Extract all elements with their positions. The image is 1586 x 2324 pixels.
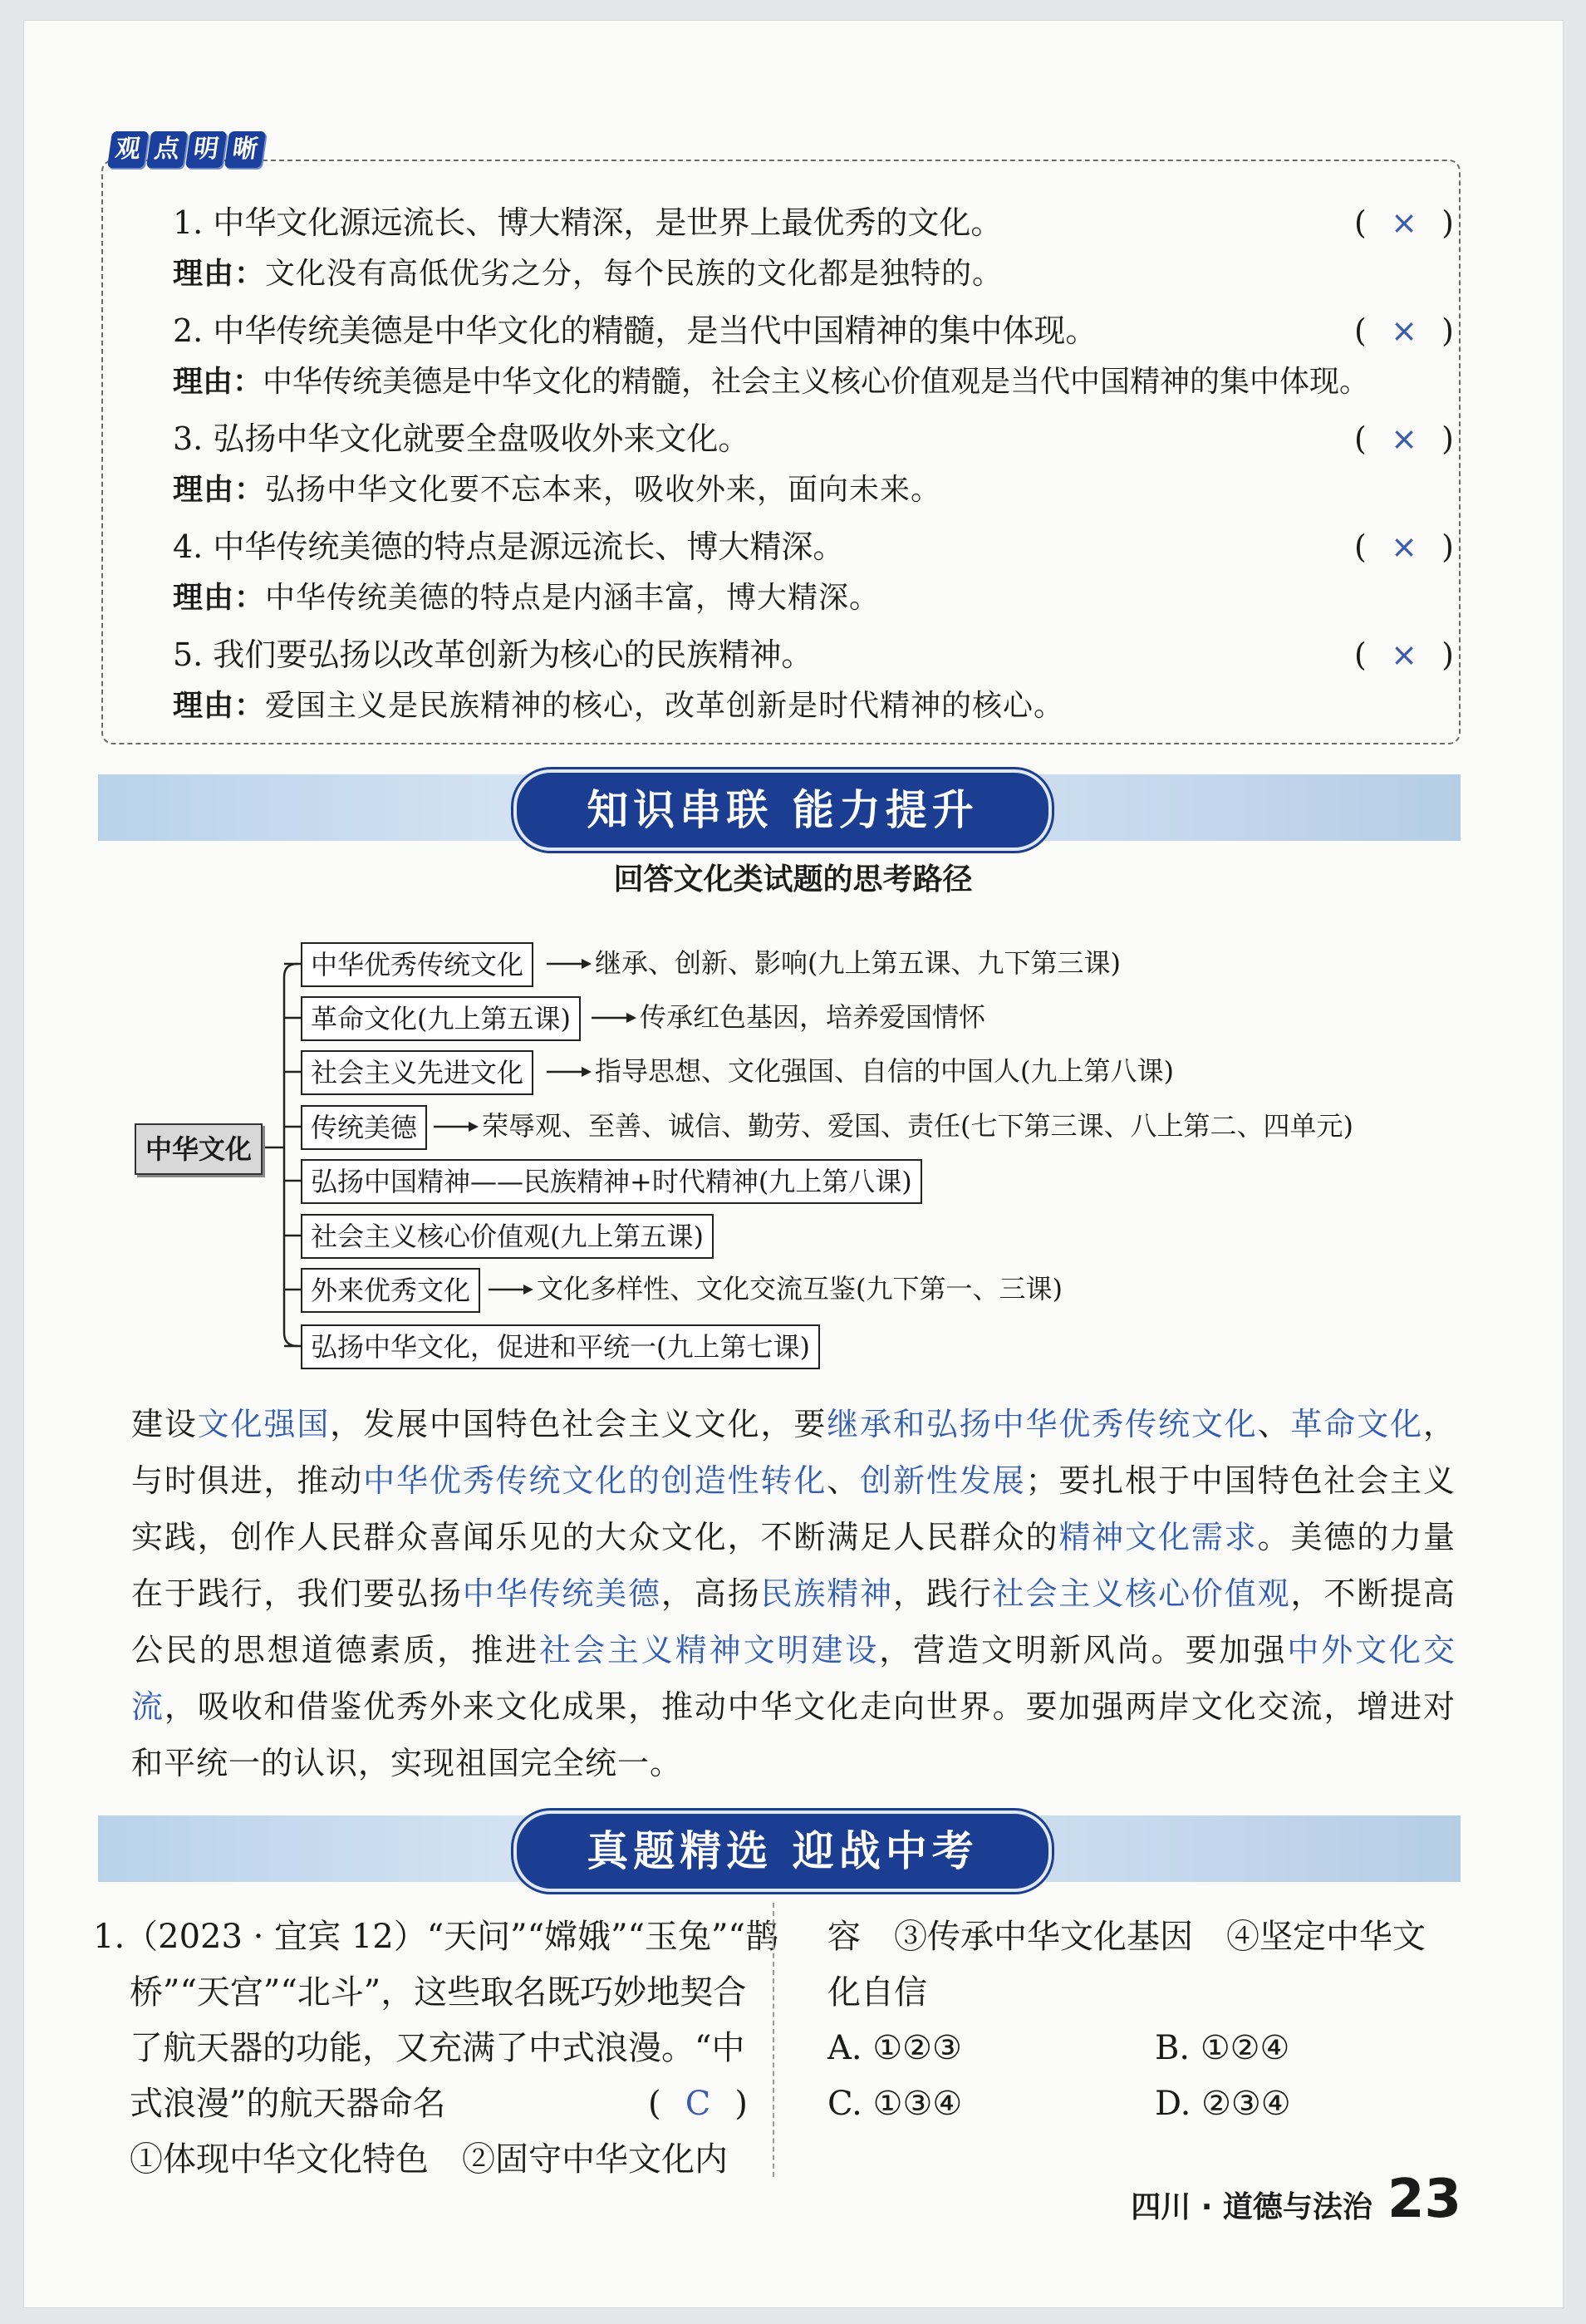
answer-box: ( × ) [1354,306,1454,356]
statement-4: 4. 中华传统美德的特点是源远流长、博大精深。 ( × ) [173,522,1454,572]
highlight: 文化强国 [197,1406,331,1442]
page-number: 23 [1387,2169,1461,2230]
diagram-node: 弘扬中国精神——民族精神+时代精神(九上第八课) [301,1159,922,1204]
diagram-title: 回答文化类试题的思考路径 [613,862,973,897]
diagram-node: 社会主义核心价值观(九上第五课) [301,1214,714,1259]
diagram-node: 中华优秀传统文化 [301,942,533,987]
statement-1: 1. 中华文化源远流长、博大精深，是世界上最优秀的文化。 ( × ) [173,198,1454,248]
question-line: 化自信 [827,1973,927,2012]
reason-2: 理由：中华传统美德是中华文化的精髓，社会主义核心价值观是当代中国精神的集中体现。 [173,365,1370,399]
question-line: ①体现中华文化特色 ②固守中华文化内 [130,2140,728,2179]
statement-3: 3. 弘扬中华文化就要全盘吸收外来文化。 ( × ) [173,414,1454,464]
option-a: A. ①②③ [827,2029,962,2067]
reason-1: 理由：文化没有高低优劣之分，每个民族的文化都是独特的。 [173,257,1004,291]
answer-box: ( × ) [1354,414,1454,464]
highlight: 社会主义精神文明建设 [539,1632,880,1668]
question-line: 1.（2023 · 宜宾 12）“天问”“嫦娥”“玉兔”“鹊 [93,1918,778,1956]
reason-4: 理由：中华传统美德的特点是内涵丰富，博大精深。 [173,581,881,615]
answer-box: ( × ) [1354,522,1454,572]
section-banner-exam [98,1815,1461,1882]
column-divider [773,1903,774,2177]
question-line: 了航天器的功能，又充满了中式浪漫。“中 [130,2029,745,2067]
reason-3: 理由：弘扬中华文化要不忘本来，吸收外来，面向未来。 [173,473,942,507]
diagram-branch-text: 文化多样性、文化交流互鉴(九下第一、三课) [537,1273,1063,1304]
statement-5: 5. 我们要弘扬以改革创新为核心的民族精神。 ( × ) [173,630,1454,680]
tag-char: 晰 [224,131,266,168]
page-footer [1131,2169,1461,2230]
cross-mark: × [1391,528,1417,565]
highlight: 社会主义核心价值观 [992,1575,1291,1612]
highlight: 中华传统美德 [462,1575,661,1612]
highlight: 中外文化交流 [131,1632,1456,1725]
answer-box: ( × ) [1354,198,1454,248]
diagram-branch-text: 荣辱观、至善、诚信、勤劳、爱国、责任(七下第三课、八上第二、四单元) [482,1110,1353,1142]
banner-title: 真题精选 迎战中考 [513,1811,1052,1892]
highlight: 中华优秀传统文化的创造性转化 [363,1462,827,1499]
footer-subject: 四川 · 道德与法治 [1131,2190,1372,2224]
highlight: 革命文化 [1290,1406,1423,1442]
answer-box: ( C ) [648,2076,748,2132]
question-line: 容 ③传承中华文化基因 ④坚定中华文 [827,1918,1426,1956]
diagram-node: 弘扬中华文化，促进和平统一(九上第七课) [301,1324,820,1369]
cross-mark: × [1391,204,1417,241]
diagram-branch-text: 继承、创新、影响(九上第五课、九下第三课) [595,947,1121,979]
diagram-root: 中华文化 [135,1123,263,1175]
banner-title: 知识串联 能力提升 [513,769,1052,851]
diagram-branch-text: 指导思想、文化强国、自信的中国人(九上第八课) [595,1055,1174,1087]
summary-paragraph: 建设文化强国，发展中国特色社会主义文化，要继承和弘扬中华优秀传统文化、革命文化，与时俱进，推动中华优秀传统文化的创造性转化、创新性发展；要扎根于中国特色社会主义实践，创作人民群众喜闻乐见的大众文化，不断满足人民群众的精神文化需求。美德的力量在于践行，我们要弘扬中华传统美德，高扬民族精神，践行社会主义核心价值观，不断提高公民的思想道德素质，推进社会主义精神文明建设，营造文明新风尚。要加强中外文化交流，吸收和借鉴优秀外来文化成果，推动中华文化走向世界。要加强两岸文化交流，增进对和平统一的认识，实现祖国完全统一。 [131,1406,1456,1781]
question-line: 桥”“天宫”“北斗”，这些取名既巧妙地契合 [130,1973,747,2012]
statement-2: 2. 中华传统美德是中华文化的精髓，是当代中国精神的集中体现。 ( × ) [173,306,1454,356]
question-line: 式浪漫”的航天器命名 [130,2085,446,2123]
cross-mark: × [1391,312,1417,349]
option-b: B. ①②④ [1155,2029,1290,2067]
cross-mark: × [1391,420,1417,457]
answer-box: ( × ) [1354,630,1454,680]
diagram-node: 传统美德 [301,1105,427,1150]
highlight: 创新性发展 [860,1462,1026,1499]
diagram-node: 社会主义先进文化 [301,1050,533,1095]
highlight: 民族精神 [760,1575,894,1612]
diagram-node: 外来优秀文化 [301,1268,480,1313]
diagram-node: 革命文化(九上第五课) [301,996,581,1041]
option-c: C. ①③④ [827,2085,963,2123]
option-d: D. ②③④ [1155,2085,1291,2123]
answer-letter: C [685,2085,711,2123]
tag-char: 明 [185,131,227,168]
cross-mark: × [1391,636,1417,673]
tag-char: 点 [146,131,188,168]
reason-5: 理由：爱国主义是民族精神的核心，改革创新是时代精神的核心。 [173,689,1065,723]
highlight: 继承和弘扬中华优秀传统文化 [827,1406,1258,1442]
highlight: 精神文化需求 [1058,1519,1258,1555]
diagram-branch-text: 传承红色基因，培养爱国情怀 [640,1001,986,1033]
tag-char: 观 [107,131,149,168]
